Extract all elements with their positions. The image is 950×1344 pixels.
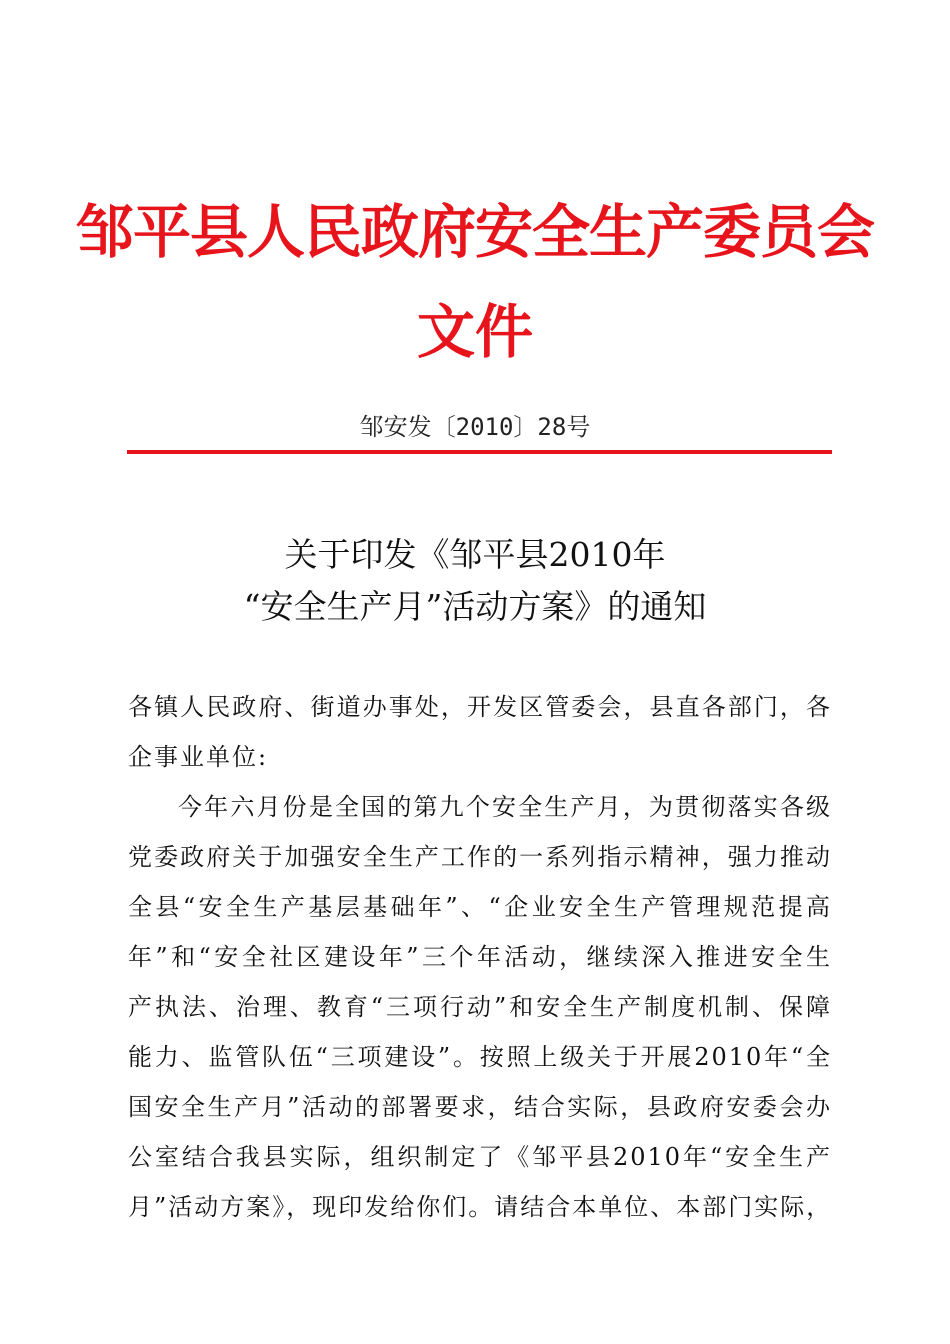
notice-title-line-2: “安全生产月”活动方案》的通知 (243, 587, 707, 626)
body-line: 企事业单位: (128, 743, 269, 771)
body-line: 各镇人民政府、街道办事处，开发区管委会，县直各部门，各 (128, 693, 832, 721)
body-line: 月”活动方案》，现印发给你们。请结合本单位、本部门实际， (128, 1193, 832, 1221)
body-line: 能力、监管队伍“三项建设”。按照上级关于开展2010年“全 (128, 1043, 832, 1071)
body-line: 党委政府关于加强安全生产工作的一系列指示精神，强力推动 (128, 843, 832, 871)
body-line: 年”和“安全社区建设年”三个年活动，继续深入推进安全生 (128, 943, 832, 971)
red-separator-line (127, 450, 832, 454)
body-line: 国安全生产月”活动的部署要求，结合实际，县政府安委会办 (128, 1093, 832, 1121)
document-number: 邹安发〔2010〕28号 (359, 413, 591, 441)
body-line: 公室结合我县实际，组织制定了《邹平县2010年“安全生产 (128, 1143, 832, 1171)
body-line: 今年六月份是全国的第九个安全生产月，为贯彻落实各级 (178, 793, 832, 821)
notice-title-line-1: 关于印发《邹平县2010年 (284, 535, 666, 574)
body-line: 全县“安全生产基层基础年”、“企业安全生产管理规范提高 (128, 893, 832, 921)
notice-body (128, 682, 832, 1232)
file-label: 文件 (416, 298, 533, 366)
issuing-organization-title: 邹平县人民政府安全生产委员会 (75, 198, 874, 266)
body-line: 产执法、治理、教育“三项行动”和安全生产制度机制、保障 (128, 993, 832, 1021)
